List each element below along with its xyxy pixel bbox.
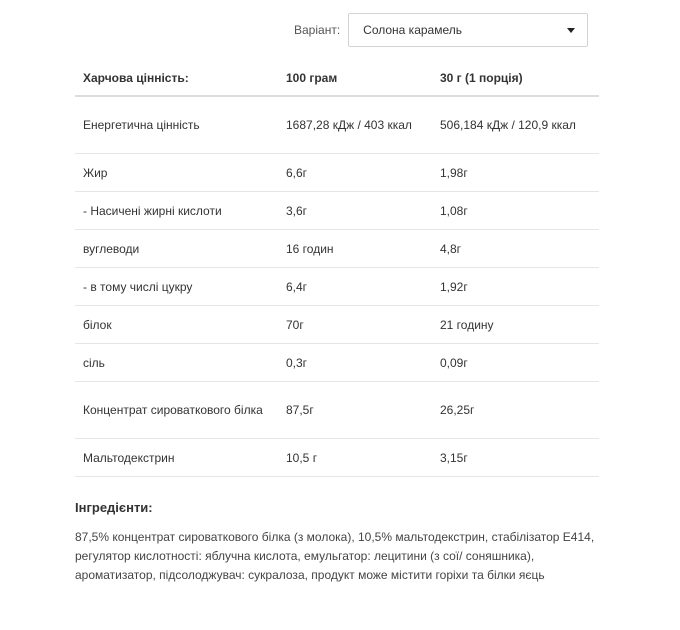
table-row bbox=[75, 344, 599, 382]
table-row bbox=[75, 230, 599, 268]
ingredients-title: Інгредієнти: bbox=[75, 500, 153, 515]
value-per-100g: 6,6г bbox=[278, 154, 432, 192]
nutrient-name: Енергетична цінність bbox=[75, 96, 278, 154]
value-per-serving: 1,98г bbox=[432, 154, 599, 192]
value-per-100g: 1687,28 кДж / 403 ккал bbox=[278, 96, 432, 154]
variant-label: Варіант: bbox=[294, 23, 341, 37]
value-per-100g: 10,5 г bbox=[278, 439, 432, 477]
table-row bbox=[75, 382, 599, 439]
value-per-serving: 1,92г bbox=[432, 268, 599, 306]
value-per-serving: 1,08г bbox=[432, 192, 599, 230]
nutrient-name: сіль bbox=[75, 344, 278, 382]
value-per-100g: 6,4г bbox=[278, 268, 432, 306]
table-row bbox=[75, 192, 599, 230]
nutrient-name: вуглеводи bbox=[75, 230, 278, 268]
nutrition-table bbox=[75, 60, 599, 477]
value-per-100g: 3,6г bbox=[278, 192, 432, 230]
value-per-serving: 506,184 кДж / 120,9 ккал bbox=[432, 96, 599, 154]
value-per-100g: 70г bbox=[278, 306, 432, 344]
table-row bbox=[75, 306, 599, 344]
variant-selector-row bbox=[294, 13, 588, 47]
value-per-serving: 3,15г bbox=[432, 439, 599, 477]
nutrient-name: Концентрат сироваткового білка bbox=[75, 382, 278, 439]
value-per-100g: 0,3г bbox=[278, 344, 432, 382]
value-per-100g: 87,5г bbox=[278, 382, 432, 439]
ingredients-text: 87,5% концентрат сироваткового білка (з молока), 10,5% мальтодекстрин, стабілізатор Е414, регулятор кислотності: яблучна кислота, емульгатор: лецитини (з сої/ соняшника), ароматизатор, підсолоджувач: сукралоза, продукт може містити горіхи та білки яєць bbox=[75, 530, 595, 582]
variant-select[interactable] bbox=[348, 13, 588, 47]
nutrient-name: - в тому числі цукру bbox=[75, 268, 278, 306]
nutrient-name: Мальтодекстрин bbox=[75, 439, 278, 477]
nutrition-header-row bbox=[75, 60, 599, 96]
value-per-100g: 16 годин bbox=[278, 230, 432, 268]
nutrient-name: білок bbox=[75, 306, 278, 344]
table-row bbox=[75, 268, 599, 306]
header-nutrient: Харчова цінність: bbox=[75, 60, 278, 96]
nutrient-name: - Насичені жирні кислоти bbox=[75, 192, 278, 230]
variant-selected-value: Солона карамель bbox=[363, 23, 462, 37]
table-row bbox=[75, 439, 599, 477]
dropdown-caret-icon bbox=[567, 28, 575, 33]
table-row bbox=[75, 96, 599, 154]
nutrient-name: Жир bbox=[75, 154, 278, 192]
value-per-serving: 21 годину bbox=[432, 306, 599, 344]
value-per-serving: 4,8г bbox=[432, 230, 599, 268]
table-row bbox=[75, 154, 599, 192]
header-per-serving: 30 г (1 порція) bbox=[432, 60, 599, 96]
value-per-serving: 26,25г bbox=[432, 382, 599, 439]
header-per-100g: 100 грам bbox=[278, 60, 432, 96]
value-per-serving: 0,09г bbox=[432, 344, 599, 382]
